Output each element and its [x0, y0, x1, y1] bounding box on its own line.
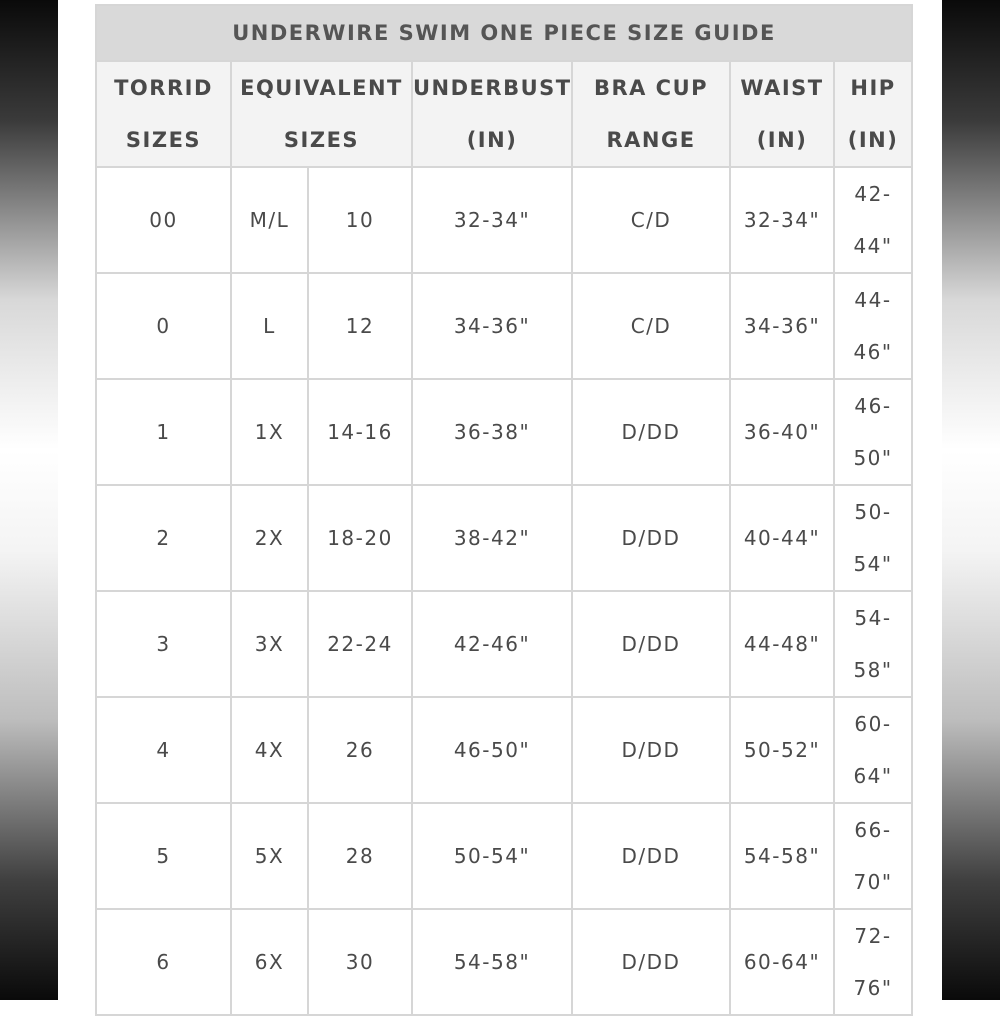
header-torrid-sizes	[96, 61, 231, 167]
cell-numeric-size: 30	[308, 909, 412, 1015]
cell-hip	[834, 591, 912, 697]
table-row	[96, 909, 912, 1015]
cell-waist: 36-40"	[730, 379, 834, 485]
cell-underbust: 38-42"	[412, 485, 572, 591]
cell-waist: 50-52"	[730, 697, 834, 803]
cell-alpha-size: 2X	[231, 485, 308, 591]
cell-numeric-size: 26	[308, 697, 412, 803]
table-row	[96, 697, 912, 803]
cell-bra-cup: C/D	[572, 273, 730, 379]
cell-bra-cup: D/DD	[572, 379, 730, 485]
cell-alpha-size: 1X	[231, 379, 308, 485]
cell-hip-line-2: 50"	[853, 446, 893, 470]
cell-underbust: 42-46"	[412, 591, 572, 697]
table-row	[96, 273, 912, 379]
cell-hip-line-1: 46-	[854, 394, 892, 418]
cell-alpha-size: 4X	[231, 697, 308, 803]
cell-alpha-size: 5X	[231, 803, 308, 909]
header-torrid-line-2: SIZES	[125, 128, 202, 152]
table-row	[96, 379, 912, 485]
cell-hip	[834, 167, 912, 273]
cell-alpha-size: 3X	[231, 591, 308, 697]
header-hip-line-2: (IN)	[847, 128, 899, 152]
cell-bra-cup: D/DD	[572, 909, 730, 1015]
cell-alpha-size: M/L	[231, 167, 308, 273]
cell-waist: 44-48"	[730, 591, 834, 697]
cell-numeric-size: 14-16	[308, 379, 412, 485]
cell-hip-line-1: 54-	[854, 606, 892, 630]
size-guide-table	[95, 4, 913, 1016]
header-bra-cup-range	[572, 61, 730, 167]
cell-hip-line-2: 44"	[853, 234, 893, 258]
cell-hip-line-1: 42-	[854, 182, 892, 206]
cell-numeric-size: 18-20	[308, 485, 412, 591]
cell-hip-line-2: 70"	[853, 870, 893, 894]
cell-hip	[834, 273, 912, 379]
cell-hip	[834, 697, 912, 803]
cell-torrid-size: 6	[96, 909, 231, 1015]
table-title: UNDERWIRE SWIM ONE PIECE SIZE GUIDE	[96, 5, 912, 61]
header-waist	[730, 61, 834, 167]
header-underbust-line-1: UNDERBUST	[413, 76, 572, 100]
cell-numeric-size: 12	[308, 273, 412, 379]
header-hip	[834, 61, 912, 167]
cell-bra-cup: D/DD	[572, 591, 730, 697]
cell-numeric-size: 10	[308, 167, 412, 273]
cell-alpha-size: 6X	[231, 909, 308, 1015]
table-title-row	[96, 5, 912, 61]
header-hip-line-1: HIP	[850, 76, 896, 100]
table-row	[96, 167, 912, 273]
left-frame-border	[0, 0, 58, 1000]
header-waist-line-1: WAIST	[740, 76, 824, 100]
cell-torrid-size: 5	[96, 803, 231, 909]
cell-waist: 32-34"	[730, 167, 834, 273]
cell-underbust: 50-54"	[412, 803, 572, 909]
cell-bra-cup: D/DD	[572, 697, 730, 803]
cell-underbust: 34-36"	[412, 273, 572, 379]
header-underbust-line-2: (IN)	[466, 128, 518, 152]
cell-hip-line-1: 60-	[854, 712, 892, 736]
cell-bra-cup: D/DD	[572, 803, 730, 909]
cell-bra-cup: D/DD	[572, 485, 730, 591]
cell-hip	[834, 379, 912, 485]
cell-waist: 54-58"	[730, 803, 834, 909]
cell-hip-line-1: 66-	[854, 818, 892, 842]
table-row	[96, 485, 912, 591]
cell-hip-line-2: 46"	[853, 340, 893, 364]
cell-hip-line-1: 44-	[854, 288, 892, 312]
cell-hip-line-2: 54"	[853, 552, 893, 576]
header-waist-line-2: (IN)	[756, 128, 808, 152]
header-underbust	[412, 61, 572, 167]
cell-underbust: 32-34"	[412, 167, 572, 273]
header-bra-cup-line-1: BRA CUP	[593, 76, 709, 100]
cell-torrid-size: 1	[96, 379, 231, 485]
cell-torrid-size: 2	[96, 485, 231, 591]
header-equivalent-sizes	[231, 61, 412, 167]
cell-numeric-size: 28	[308, 803, 412, 909]
cell-hip	[834, 803, 912, 909]
header-torrid-line-1: TORRID	[114, 76, 213, 100]
cell-underbust: 46-50"	[412, 697, 572, 803]
cell-waist: 34-36"	[730, 273, 834, 379]
cell-torrid-size: 4	[96, 697, 231, 803]
cell-waist: 60-64"	[730, 909, 834, 1015]
table-row	[96, 803, 912, 909]
right-frame-border	[942, 0, 1000, 1000]
cell-torrid-size: 3	[96, 591, 231, 697]
cell-hip-line-2: 64"	[853, 764, 893, 788]
cell-hip-line-1: 72-	[854, 924, 892, 948]
cell-underbust: 54-58"	[412, 909, 572, 1015]
table-header-row	[96, 61, 912, 167]
cell-alpha-size: L	[231, 273, 308, 379]
cell-underbust: 36-38"	[412, 379, 572, 485]
header-equivalent-line-2: SIZES	[283, 128, 360, 152]
header-equivalent-line-1: EQUIVALENT	[240, 76, 403, 100]
cell-numeric-size: 22-24	[308, 591, 412, 697]
table-row	[96, 591, 912, 697]
cell-torrid-size: 0	[96, 273, 231, 379]
cell-bra-cup: C/D	[572, 167, 730, 273]
header-bra-cup-line-2: RANGE	[606, 128, 696, 152]
cell-hip-line-1: 50-	[854, 500, 892, 524]
cell-hip-line-2: 58"	[853, 658, 893, 682]
cell-hip	[834, 909, 912, 1015]
cell-hip-line-2: 76"	[853, 976, 893, 1000]
cell-waist: 40-44"	[730, 485, 834, 591]
cell-hip	[834, 485, 912, 591]
cell-torrid-size: 00	[96, 167, 231, 273]
